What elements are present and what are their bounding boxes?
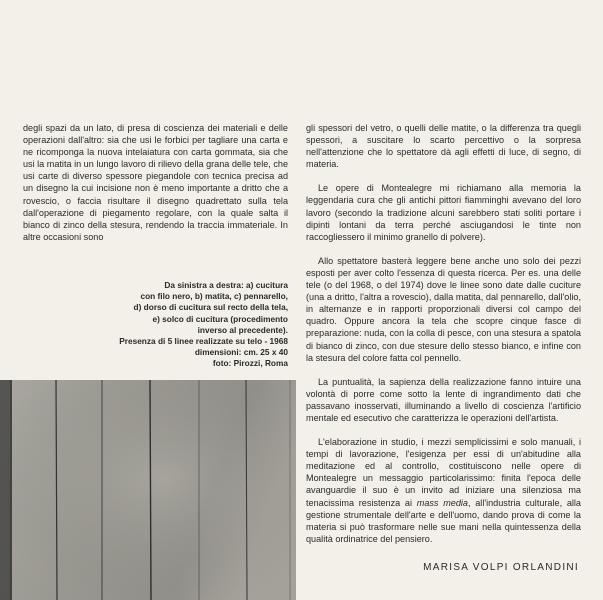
caption-line: con filo nero, b) matita, c) pennarello, <box>140 291 288 302</box>
caption-line: inverso al precedente). <box>197 324 288 335</box>
artwork-photo <box>0 380 296 600</box>
caption-line: d) dorso di cucitura sul recto della tela, <box>133 302 288 313</box>
left-text-column <box>23 122 288 243</box>
caption-line: dimensioni: cm. 25 x 40 <box>194 347 288 358</box>
emphasis-mass-media: mass media <box>416 497 468 508</box>
paragraph: gli spessori del vetro, o quelli delle matite, o la differenza tra quegli spessori, a suscitare lo scarto percettivo o la sorpresa nell'attenzione che lo spettatore dà agli effetti di luce, di segno, di materia. <box>306 123 581 170</box>
paragraph-text: L'elaborazione in studio, i mezzi semplicissimi e solo manuali, i tempi di lavorazione, l'esigenza per essi di un'abitudine alla meditazione ed al controllo, costituiscono nelle opere di Montealegre un messaggio particolarissimo: finita l'epoca delle avanguardie il suo è un invito ad iniziare una silenziosa ma tenacissima resistenza ai <box>306 437 581 508</box>
author-signature: MARISA VOLPI ORLANDINI <box>423 562 579 573</box>
paragraph: La puntualità, la sapienza della realizzazione fanno intuire una volontà di porre come sotto la lente di ingrandimento dati che passavano inosservati, illuminando a livello di coscienza l'artificio mentale ed esecutivo che caratterizza le operazioni dell'artista. <box>306 376 581 423</box>
paragraph: degli spazi da un lato, di presa di coscienza dei materiali e delle operazioni dall'altro: sia che usi le forbici per tagliare una carta e ne ricomponga la nuova intelaiatura con carta gommata, sia che usi la matita in un lungo lavoro di rilievo della grana delle tele, che usi carte di diverso spessore piegandole con tecnica precisa ad un disegno la cui incisione non è meno importante a dritto che a rovescio, o faccia risultare il disegno quadrettato sulla tela dall'operazione di piegamento regolare, con la quale salta il bianco di zinco della stesura, rendendo la traccia immateriale. In altre occasioni sono <box>23 123 288 242</box>
paragraph-text: , all'industria culturale, alla gestione strumentale dell'arte e dell'uomo, dando prova di come la materia si può trasformare nelle sue mani nella quintessenza della qualità ordinatrice del pensiero. <box>306 497 581 544</box>
canvas-with-five-lines-image <box>0 380 296 600</box>
paragraph: Allo spettatore basterà leggere bene anche uno solo dei pezzi esposti per aver colto l'essenza di questa ricerca. Per es. una delle tele (o del 1968, o del 1974) dove le linee sono date dalle cuciture (una a dritto, l'altra a rovescio), dalla matita, dal pennarello, dall'olio, in alternanze e in rapporti proporzionali diversi col campo del quadro. Oppure ancora la tela che scopre cinque fasce di preparazione: nuda, con la colla di pesce, con una stesura a spatola di bianco di zinco, con due stesure dello stesso bianco, e infine con la stesura del colore fatta col pennello. <box>306 255 581 363</box>
right-text-column <box>306 122 581 545</box>
caption-line: e) solco di cucitura (procedimento <box>152 313 288 324</box>
paragraph <box>306 436 581 545</box>
paragraph: Le opere di Montealegre mi richiamano alla memoria la leggendaria cura che gli antichi pittori fiamminghi avevano del loro lavoro (secondo la tradizione alcuni sarebbero stati soliti portare i dipinti lontani da terra perché asciugandosi le tinte non raccogliessero il minimo granello di polvere). <box>306 183 581 242</box>
photo-caption <box>48 280 288 370</box>
caption-line: Presenza di 5 linee realizzate su telo - 1968 <box>119 336 288 347</box>
caption-line: Da sinistra a destra: a) cucitura <box>164 280 288 290</box>
caption-line: foto: Pirozzi, Roma <box>212 358 288 369</box>
